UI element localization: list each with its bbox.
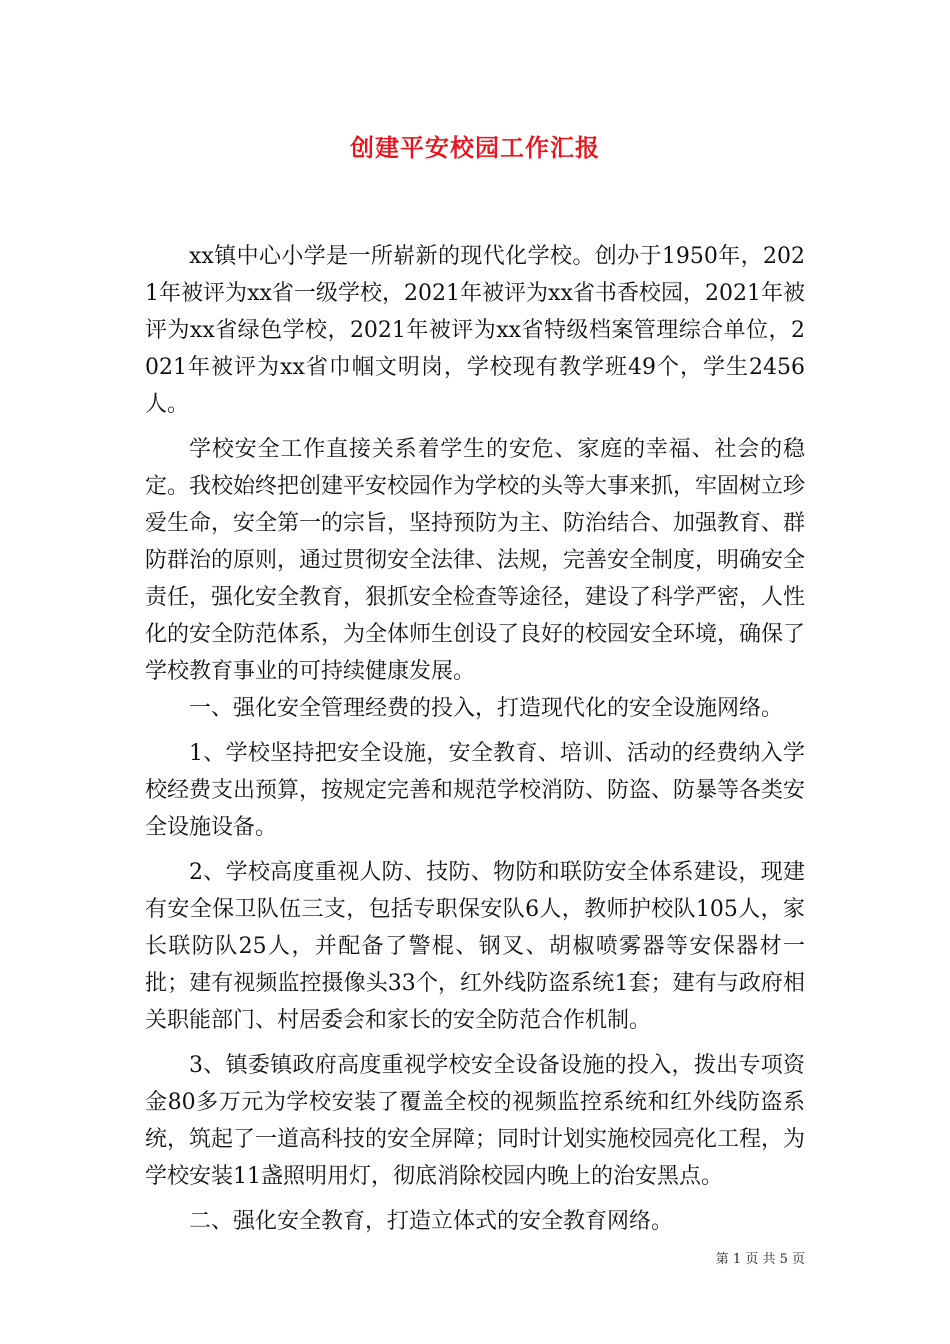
document-title: 创建平安校园工作汇报: [350, 133, 600, 162]
heading-section-one: 一、强化安全管理经费的投入，打造现代化的安全设施网络。: [189, 696, 784, 721]
paragraph-safety-overview: 学校安全工作直接关系着学生的安危、家庭的幸福、社会的稳定。我校始终把创建平安校园作为学校的头等大事来抓，牢固树立珍爱生命，安全第一的宗旨，坚持预防为主、防治结合、加强教育、群防群治的原则，通过贯彻安全法律、法规，完善安全制度，明确安全责任，强化安全教育，狠抓安全检查等途径，建设了科学严密，人性化的安全防范体系，为全体师生创设了良好的校园安全环境，确保了学校教育事业的可持续健康发展。: [145, 437, 806, 684]
document-body: [145, 238, 805, 1248]
paragraph-item-2: 2、学校高度重视人防、技防、物防和联防安全体系建设，现建有安全保卫队伍三支，包括专职保安队6人，教师护校队105人，家长联防队25人，并配备了警棍、钢叉、胡椒喷雾器等安保器材一批；建有视频监控摄像头33个，红外线防盗系统1套；建有与政府相关职能部门、村居委会和家长的安全防范合作机制。: [145, 860, 805, 1033]
page-number-footer: 第 1 页 共 5 页: [715, 1252, 805, 1267]
heading-section-two: 二、强化安全教育，打造立体式的安全教育网络。: [189, 1209, 674, 1234]
paragraph-item-1: 1、学校坚持把安全设施，安全教育、培训、活动的经费纳入学校经费支出预算，按规定完善和规范学校消防、防盗、防暴等各类安全设施设备。: [145, 741, 806, 840]
paragraph-intro: xx镇中心小学是一所崭新的现代化学校。创办于1950年，2021年被评为xx省一级学校，2021年被评为xx省书香校园，2021年被评为xx省绿色学校，2021年被评为xx省特级档案管理综合单位，2021年被评为xx省巾帼文明岗，学校现有教学班49个，学生2456人。: [145, 244, 805, 417]
paragraph-item-3: 3、镇委镇政府高度重视学校安全设备设施的投入，拨出专项资金80多万元为学校安装了覆盖全校的视频监控系统和红外线防盗系统，筑起了一道高科技的安全屏障；同时计划实施校园亮化工程，为学校安装11盏照明用灯，彻底消除校园内晚上的治安黑点。: [145, 1053, 806, 1189]
